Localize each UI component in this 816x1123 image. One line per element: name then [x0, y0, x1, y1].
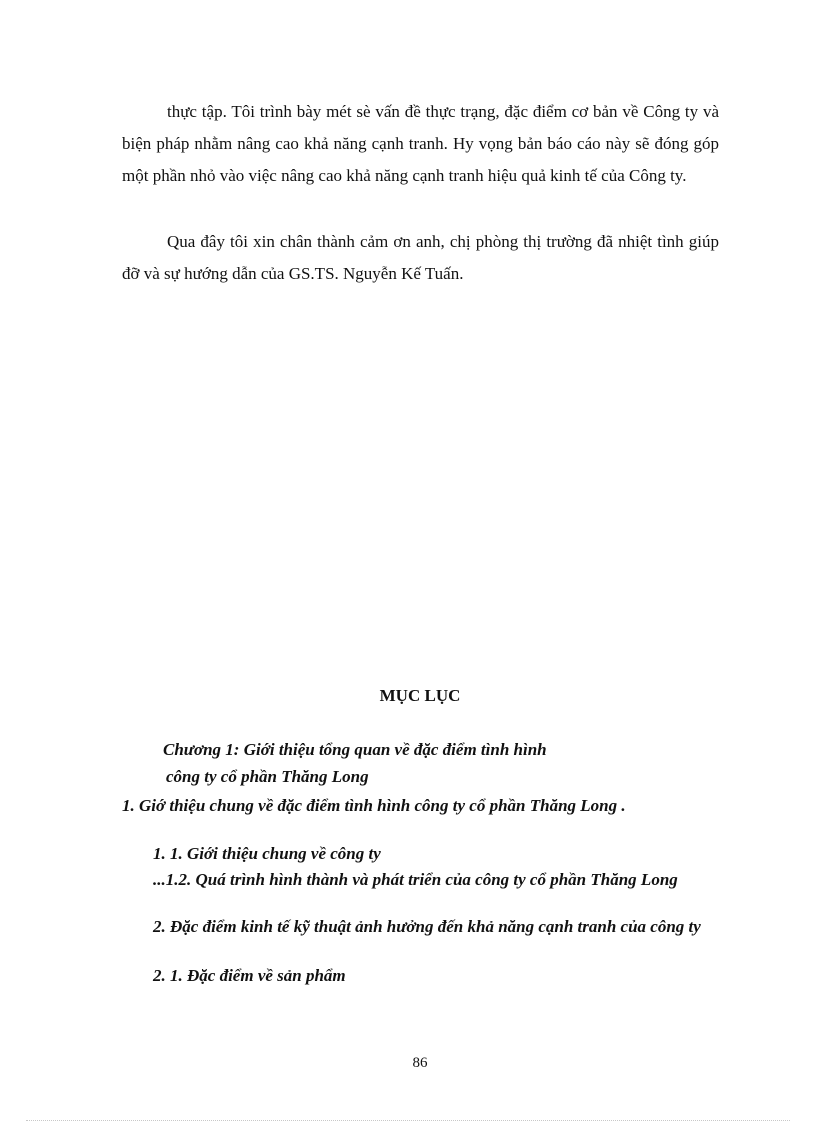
toc-entry-chapter-1: Chương 1: Giới thiệu tổng quan về đặc điểm tình hình	[163, 740, 547, 759]
toc-title: MỤC LỤC	[379, 686, 461, 705]
page-number: 86	[412, 1055, 428, 1071]
toc-entry-section-1-1: 1. 1. Giới thiệu chung về công ty	[153, 844, 381, 863]
footer-divider	[26, 1120, 790, 1121]
toc-entry-section-1: 1. Giớ thiệu chung về đặc điểm tình hình công ty cổ phần Thăng Long .	[122, 796, 626, 815]
toc-entry-section-2-1: 2. 1. Đặc điểm về sản phẩm	[153, 966, 346, 985]
body-paragraph-2: Qua đây tôi xin chân thành cảm ơn anh, chị phòng thị trường đã nhiệt tình giúp đỡ và sự hướng dẫn của GS.TS. Nguyễn Kế Tuấn.	[122, 232, 719, 283]
toc-entry-section-1-2: ...1.2. Quá trình hình thành và phát triển của công ty cổ phần Thăng Long	[153, 870, 678, 889]
toc-entry-chapter-1-continued: công ty cổ phần Thăng Long	[166, 767, 369, 786]
toc-entry-section-2: 2. Đặc điểm kinh tế kỹ thuật ảnh hưởng đến khả năng cạnh tranh của công ty	[153, 917, 701, 936]
body-paragraph-1: thực tập. Tôi trình bày mét sè vấn đề thực trạng, đặc điểm cơ bản về Công ty và biện pháp nhằm nâng cao khả năng cạnh tranh. Hy vọng bản báo cáo này sẽ đóng góp một phần nhỏ vào việc nâng cao khả năng cạnh tranh hiệu quả kinh tế của Công ty.	[122, 102, 719, 185]
